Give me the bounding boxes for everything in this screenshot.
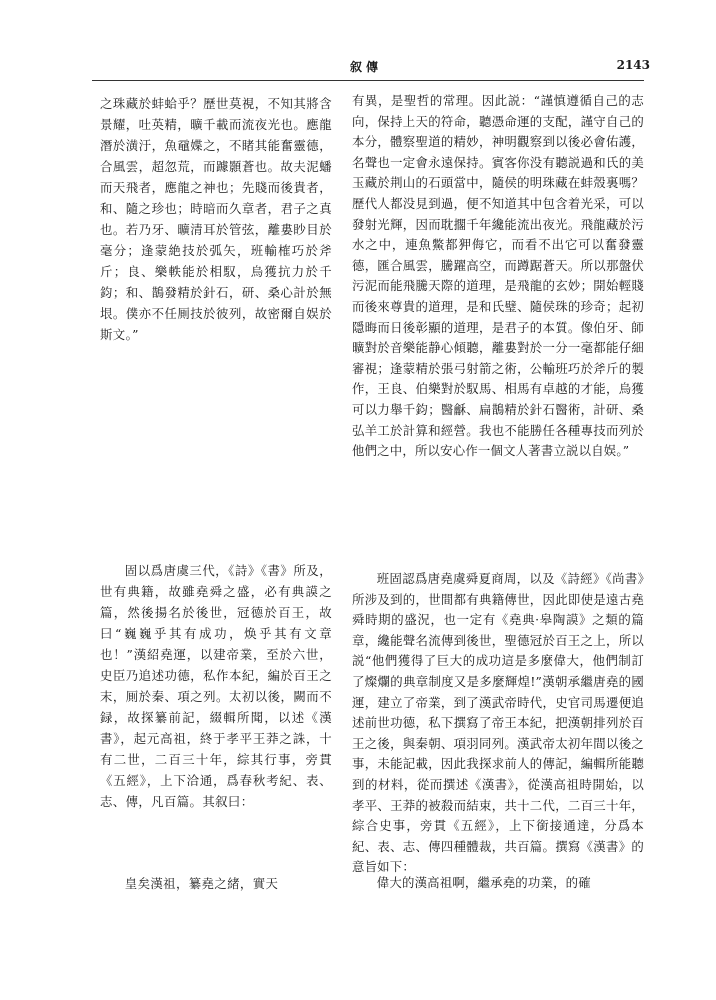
translation-paragraph: 有異，是聖哲的常理。因此説：“謹慎遵循自己的志向，保持上天的符命，聽憑命運的支配，謹守自己的本分，體察聖道的精妙，神明觀察到以後必會佑護，名聲也一定會永遠保持。賓客你没有聽説過和氏的美玉藏於荆山的石頭當中，隨侯的明珠藏在蚌殼裏嗎？歷代人都没見到過，便不知道其中包含着光采，可以發射光輝，因而耽擱千年纔能流出夜光。飛龍藏於污水之中，連魚鱉都狎侮它，而看不出它可以奮發靈德，匯合風雲，騰躍高空，而蹲踞蒼天。所以那盤伏污泥而能飛騰天際的道理，是飛龍的玄妙；開始輕賤而後來尊貴的道理，是和氏璧、隨侯珠的珍奇；起初隱晦而日後彰顯的道理，是君子的本質。像伯牙、師曠對於音樂能静心傾聽，離婁對於一分一毫都能仔細審視；逢蒙精於張弓射箭之術，公輸班巧於斧斤的製作，王良、伯樂對於馭馬、相馬有卓越的才能，烏獲可以力舉千鈞；醫龢、扁鵲精於針石醫術，計研、桑弘羊工於計算和經營。我也不能勝任各種專技而列於他們之中，所以安心作一個文人著書立説以自娱。” — [352, 93, 644, 459]
running-title: 叙傳 — [349, 60, 382, 74]
page-number: 2143 — [616, 58, 650, 72]
running-header — [88, 58, 650, 78]
original-text-paragraph: 皇矣漢祖，纂堯之緒，實天 — [124, 876, 279, 891]
translation-paragraph: 偉大的漢高祖啊，繼承堯的功業，的確 — [376, 875, 591, 890]
original-text-paragraph: 之珠藏於蚌蛤乎？歷世莫視，不知其將含景耀，吐英精，曠千載而流夜光也。應龍潛於潢汙，魚黿媟之，不睹其能奮靈德，合風雲，超忽荒，而躆顥蒼也。故夫泥蟠而天飛者，應龍之神也；先賤而後貴者，和、隨之珍也；時暗而久章者，君子之真也。若乃牙、曠清耳於管弦，離婁眇目於毫分；逢蒙絶技於弧矢，班輸榷巧於斧斤；良、樂軼能於相馭，烏獲抗力於千鈞；和、鵲發精於針石，研、桑心計於無垠。僕亦不任厠技於彼列，故密爾自娱於斯文。” — [100, 96, 332, 342]
original-text-paragraph: 固以爲唐虞三代，《詩》《書》所及，世有典籍，故雖堯舜之盛，必有典謨之篇，然後揚名於後世，冠德於百王，故曰“巍巍乎其有成功，焕乎其有文章也！”漢紹堯運，以建帝業，至於六世，史臣乃追述功德，私作本紀，編於百王之末，厠於秦、項之列。太初以後，闕而不録，故探纂前記，綴輯所聞，以述《漢書》，起元高祖，終于孝平王莽之誅，十有二世，二百三十年，綜其行事，旁貫《五經》，上下洽通，爲春秋考紀、表、志、傳，凡百篇。其叙曰： — [100, 563, 332, 809]
translation-paragraph: 班固認爲唐堯虞舜夏商周，以及《詩經》《尚書》所涉及到的，世間都有典籍傳世，因此即使是遠古堯舜時期的盛況，也一定有《堯典·皋陶謨》之類的篇章，纔能聲名流傳到後世，聖德冠於百王之上，所以説“他們獲得了巨大的成功這是多麼偉大，他們制訂了燦爛的典章制度又是多麼輝煌!”漢朝承繼唐堯的國運，建立了帝業，到了漢武帝時代，史官司馬遷便追述前世功德，私下撰寫了帝王本紀，把漢朝排列於百王之後，與秦朝、項羽同列。漢武帝太初年間以後之事，未能記載，因此我探求前人的傳記，編輯所能聽到的材料，從而撰述《漢書》，從漢高祖時開始，以孝平、王莽的被殺而結束，共十二代，二百三十年，綜合史事，旁貫《五經》，上下銜接通達，分爲本紀、表、志、傳四種體裁，共百篇。撰寫《漢書》的意旨如下： — [352, 571, 644, 875]
header-rule — [92, 80, 644, 81]
